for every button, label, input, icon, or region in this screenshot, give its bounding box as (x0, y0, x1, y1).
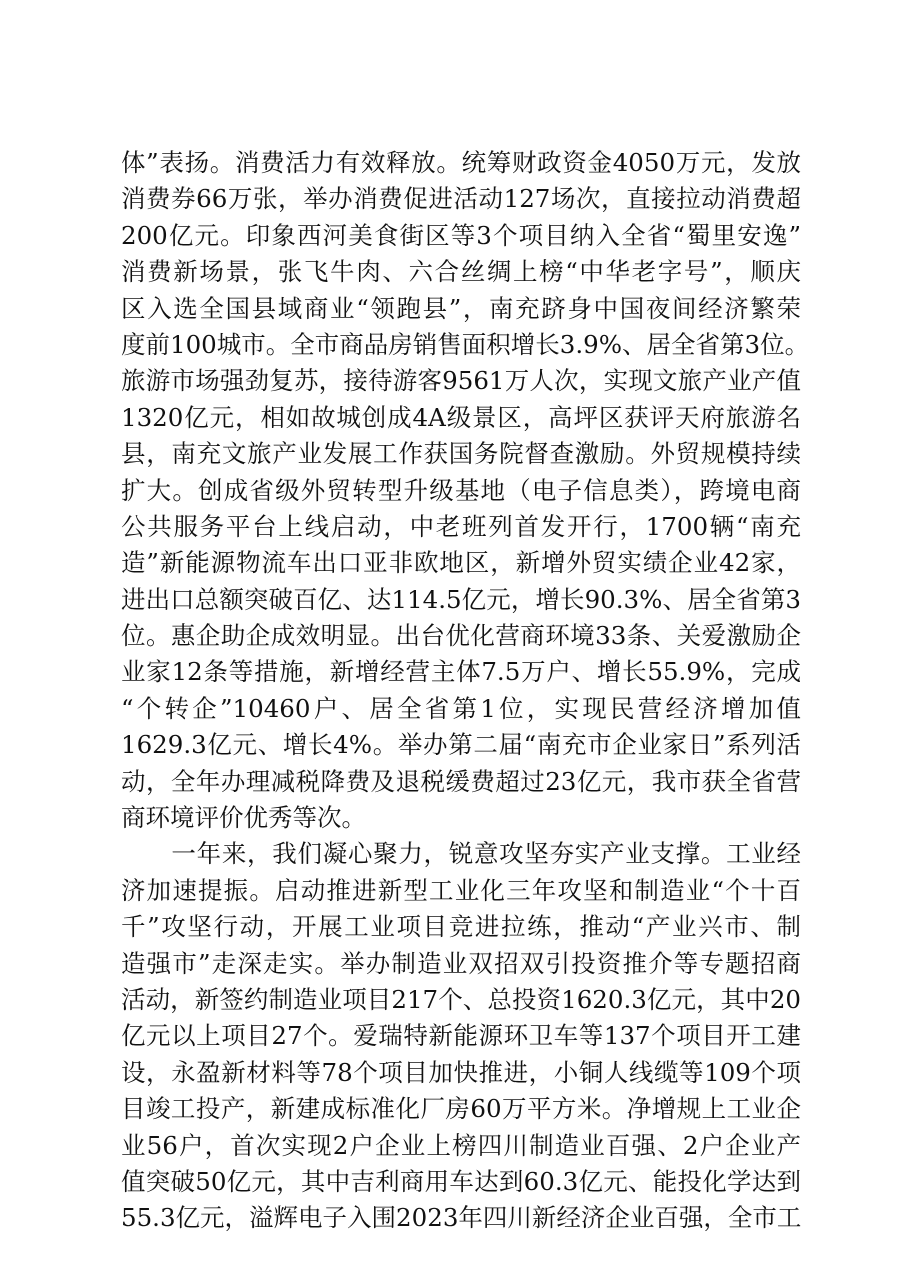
text-line: 县，南充文旅产业发展工作获国务院督查激励。外贸规模持续 (121, 439, 801, 469)
text-line: 目竣工投产，新建成标准化厂房60万平方米。净增规上工业企 (121, 1094, 801, 1124)
text-line: 值突破50亿元，其中吉利商用车达到60.3亿元、能投化学达到 (121, 1166, 801, 1196)
body-text (121, 145, 810, 1237)
text-line: 消费新场景，张飞牛肉、六合丝绸上榜“中华老字号”，顺庆 (121, 257, 801, 287)
text-line: 公共服务平台上线启动，中老班列首发开行，1700辆“南充 (121, 511, 801, 541)
text-line: 扩大。创成省级外贸转型升级基地（电子信息类），跨境电商 (121, 475, 801, 505)
text-line: 业家12条等措施，新增经营主体7.5万户、增长55.9%，完成 (121, 657, 801, 687)
text-line: 亿元以上项目27个。爱瑞特新能源环卫车等137个项目开工建 (121, 1021, 801, 1051)
text-line: 消费券66万张，举办消费促进活动127场次，直接拉动消费超 (121, 184, 801, 214)
text-line: 千”攻坚行动，开展工业项目竞进拉练，推动“产业兴市、制 (121, 912, 801, 942)
text-line: 一年来，我们凝心聚力，锐意攻坚夯实产业支撑。工业经 (121, 839, 801, 869)
text-line: 区入选全国县域商业“领跑县”，南充跻身中国夜间经济繁荣 (121, 293, 801, 323)
text-line: 度前100城市。全市商品房销售面积增长3.9%、居全省第3位。 (121, 329, 810, 359)
paragraph-1 (121, 145, 810, 836)
text-line: 200亿元。印象西河美食街区等3个项目纳入全省“蜀里安逸” (121, 220, 801, 250)
text-line: 55.3亿元，溢辉电子入围2023年四川新经济企业百强，全市工 (121, 1203, 802, 1233)
paragraph-2 (121, 836, 801, 1236)
text-line: 动，全年办理减税降费及退税缓费超过23亿元，我市获全省营 (121, 766, 801, 796)
text-line: “个转企”10460户、居全省第1位，实现民营经济增加值 (121, 693, 801, 723)
text-line: 1320亿元，相如故城创成4A级景区，高坪区获评天府旅游名 (121, 402, 801, 432)
text-line: 造强市”走深走实。举办制造业双招双引投资推介等专题招商 (121, 948, 801, 978)
text-line: 济加速提振。启动推进新型工业化三年攻坚和制造业“个十百 (121, 875, 801, 905)
text-line: 旅游市场强劲复苏，接待游客9561万人次，实现文旅产业产值 (121, 366, 801, 396)
text-line: 进出口总额突破百亿、达114.5亿元，增长90.3%、居全省第3 (121, 584, 801, 614)
text-line: 1629.3亿元、增长4%。举办第二届“南充市企业家日”系列活 (121, 730, 801, 760)
text-line: 位。惠企助企成效明显。出台优化营商环境33条、关爱激励企 (121, 621, 801, 651)
text-line: 设，永盈新材料等78个项目加快推进，小铜人线缆等109个项 (121, 1057, 801, 1087)
text-line: 商环境评价优秀等次。 (121, 803, 366, 833)
text-line: 体”表扬。消费活力有效释放。统筹财政资金4050万元，发放 (121, 148, 801, 177)
text-line: 活动，新签约制造业项目217个、总投资1620.3亿元，其中20 (121, 984, 801, 1014)
text-line: 业56户，首次实现2户企业上榜四川制造业百强、2户企业产 (121, 1130, 801, 1160)
text-line: 造”新能源物流车出口亚非欧地区，新增外贸实绩企业42家， (121, 548, 801, 578)
